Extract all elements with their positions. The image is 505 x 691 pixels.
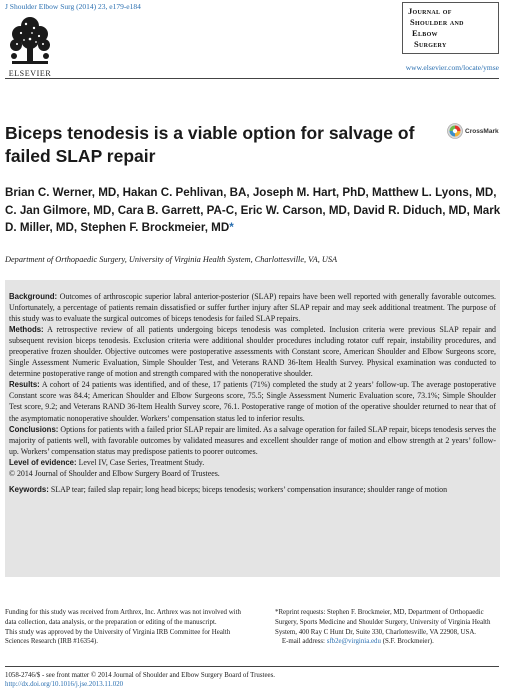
abstract-results	[9, 379, 496, 423]
keywords-label: Keywords:	[9, 484, 49, 494]
crossmark-button[interactable]	[447, 122, 503, 140]
authors-text: Brian C. Werner, MD, Hakan C. Pehlivan, BA, Joseph M. Hart, PhD, Matthew L. Lyons, MD, C. Jan Gilmore, MD, Cara B. Garrett, PA-C, Eric W. Carson, MD, David R. Diduch, MD, Mark D. Miller, MD, Stephen F. Brockmeier, MD	[5, 186, 501, 234]
footer-divider	[5, 666, 499, 667]
journal-logo-line: Elbow	[412, 28, 438, 38]
results-text: A cohort of 24 patients was identified, and of these, 17 patients (71%) completed the study at 2 years’ follow-up. The average postoperative Constant score was 84.4; American Shoulder and Elbow Surgeons score, 75.5; Single Assessment Numeric Evaluation score, 73.1%; Simple Shoulder Test score, 9.2; and Veterans RAND 36-Item Health Survey score, 76.1. Postoperative range of motion of the operative shoulder returned to near that of the asymptomatic nonoperative shoulder. Workers’ compensation status led to inferior results.	[9, 380, 497, 423]
journal-logo-line: Journal of	[408, 6, 452, 16]
abstract-keywords	[9, 484, 496, 495]
corresponding-author-marker[interactable]: *	[229, 221, 234, 234]
journal-logo-line: Shoulder and	[410, 17, 464, 27]
methods-label: Methods:	[9, 325, 44, 335]
irb-note: This study was approved by the University of Virginia IRB Committee for Health Sciences Research (IRB #16354).	[5, 628, 231, 646]
abstract-box	[5, 280, 500, 577]
background-label: Background:	[9, 292, 58, 301]
elsevier-logo	[6, 14, 54, 80]
results-label: Results:	[9, 380, 40, 390]
header-divider	[5, 78, 499, 79]
elsevier-tree-icon	[6, 14, 54, 68]
article-title: Biceps tenodesis is a viable option for salvage of failed SLAP repair	[5, 123, 415, 166]
level-text: Level IV, Case Series, Treatment Study.	[78, 457, 205, 467]
affiliation: Department of Orthopaedic Surgery, University of Virginia Health System, Charlottesville, VA, USA	[5, 255, 338, 264]
footnote-right	[275, 608, 501, 647]
conclusions-label: Conclusions:	[9, 424, 59, 434]
journal-citation[interactable]: J Shoulder Elbow Surg (2014) 23, e179-e184	[5, 2, 141, 11]
abstract-conclusions	[9, 424, 496, 457]
level-of-evidence	[9, 457, 496, 468]
email-link[interactable]: sfb2e@virginia.edu	[326, 638, 381, 646]
journal-logo-line: Surgery	[414, 39, 447, 49]
keywords-text: SLAP tear; failed slap repair; long head biceps; biceps tenodesis; workers’ compensation insurance; shoulder range of motion	[50, 484, 448, 494]
funding-note: Funding for this study was received from Arthrex, Inc. Arthrex was not involved with data collection, data analysis, or the preparation or editing of the manuscript.	[5, 609, 241, 626]
crossmark-icon	[447, 123, 463, 139]
level-label: Level of evidence:	[9, 457, 77, 467]
doi-link[interactable]: http://dx.doi.org/10.1016/j.jse.2013.11.020	[5, 681, 124, 688]
methods-text: A retrospective review of all patients undergoing biceps tenodesis was completed. Inclusion criteria were previous SLAP repair and subsequent revision biceps tenodesis. Exclusion criteria were additional shoulder procedures including rotator cuff repair, instability procedures, and preoperative frozen shoulder. Objective outcomes were postoperative assessments with Constant score, American Shoulder and Elbow Surgeons score, Single Assessment Numeric Evaluation, Simple Shoulder Test, and Veterans RAND 36-Item Health Survey. Physical examination was conducted to determine postoperative range of motion and strength compared with the nonoperative shoulder.	[9, 325, 496, 379]
author-list	[5, 184, 503, 237]
issn-line: 1058-2746/$ - see front matter © 2014 Journal of Shoulder and Elbow Surgery Board of Trustees.	[5, 672, 275, 679]
abstract-background	[9, 291, 496, 324]
email-label: E-mail address:	[281, 638, 325, 646]
abstract-methods	[9, 324, 496, 379]
conclusions-text: Options for patients with a failed prior SLAP repair are limited. As a salvage operation for failed SLAP repair, biceps tenodesis serves the majority of patients well, with favorable outcomes by validated measures and excellent shoulder range of motion and elbow strength at 2 years’ follow-up. Workers’ compensation status may predispose patients to poorer outcomes.	[9, 424, 496, 456]
journal-url-link[interactable]: www.elsevier.com/locate/ymse	[405, 63, 499, 72]
journal-logo-box	[402, 2, 499, 54]
background-text: Outcomes of arthroscopic superior labral anterior-posterior (SLAP) repairs have been well reported with generally favorable outcomes. Unfortunately, a percentage of patients remain dissatisfied or suffer further injury after SLAP repair and may seek additional treatment. The purpose of this study was to evaluate the surgical outcomes of biceps tenodesis for failed SLAP repairs.	[9, 292, 496, 324]
copyright-notice: © 2014 Journal of Shoulder and Elbow Surgery Board of Trustees.	[9, 468, 220, 478]
publisher-name: ELSEVIER	[8, 69, 52, 78]
crossmark-label: CrossMark	[465, 127, 499, 135]
reprint-note: *Reprint requests: Stephen F. Brockmeier, MD, Department of Orthopaedic Surgery, Sports Medicine and Shoulder Surgery, University of Virginia Health System, 400 Ray C Hunt Dr, Suite 330, Charlottesville, VA 22908, USA.	[275, 609, 491, 636]
email-note	[275, 637, 501, 647]
email-owner: (S.F. Brockmeier).	[382, 638, 434, 646]
footnote-left	[5, 608, 245, 647]
